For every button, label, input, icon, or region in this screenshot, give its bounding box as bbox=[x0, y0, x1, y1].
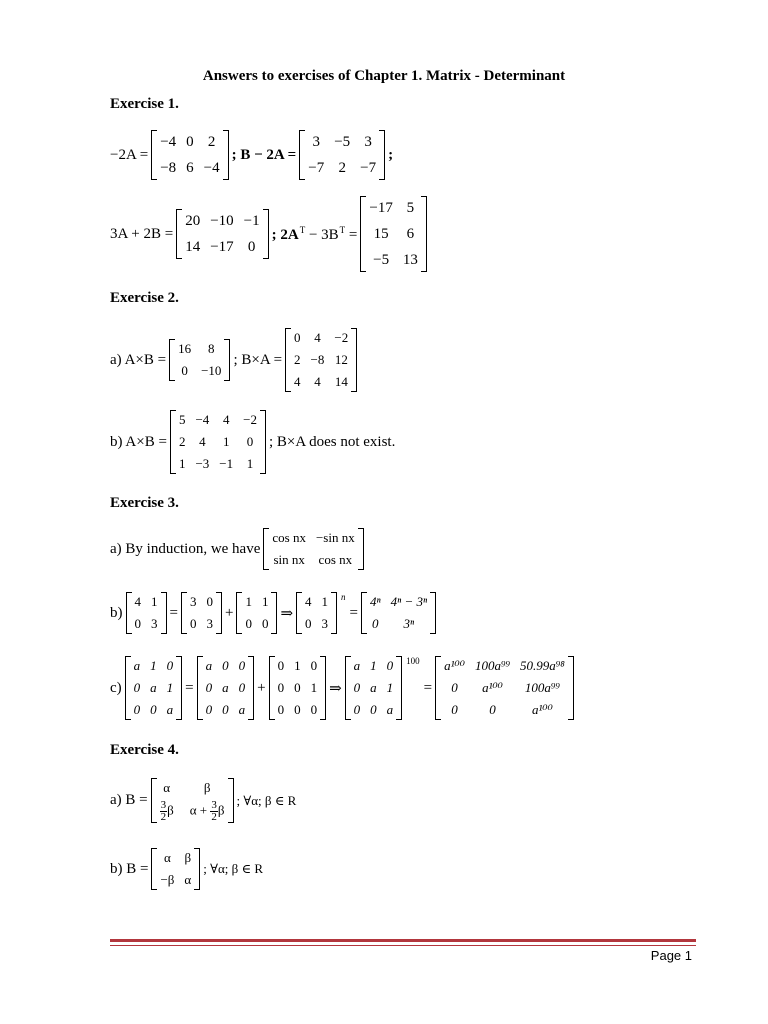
ex3c-power: 100 bbox=[406, 656, 420, 666]
ex3b-eq: = bbox=[169, 604, 178, 621]
ex3a-lhs: a) By induction, we have bbox=[110, 540, 261, 557]
page-title: Answers to exercises of Chapter 1. Matrix - Determinant bbox=[202, 68, 566, 84]
matrix-b-minus-2a: 3 −5 3 −7 2 −7 bbox=[299, 130, 385, 180]
exercise-2-heading: Exercise 2. bbox=[110, 290, 179, 306]
exercise-4-heading: Exercise 4. bbox=[110, 742, 179, 758]
ex3c-plus: + bbox=[257, 679, 266, 696]
matrix-ex3c-4: a 1 0 0 a 1 0 0 a bbox=[345, 656, 403, 720]
ex3b-plus: + bbox=[224, 604, 234, 621]
matrix-ex3a: cos nx −sin nx sin nx cos nx bbox=[263, 528, 363, 570]
ex3c-eq: = bbox=[185, 679, 194, 696]
ex2a-sep: ; B×A = bbox=[233, 351, 283, 368]
matrix-ex4a: α β $\frac{3}{2}$ β α + $\frac{3}{2}$ β bbox=[151, 778, 234, 823]
matrix-ex3b-1: 4 1 0 3 bbox=[126, 592, 167, 634]
exercise-3c bbox=[110, 656, 577, 720]
matrix-minus-2a: −4 0 2 −8 6 −4 bbox=[151, 130, 228, 180]
exercise-2a bbox=[110, 328, 360, 392]
matrix-ex3c-1: a 1 0 0 a 1 0 0 a bbox=[125, 656, 183, 720]
ex4b-lhs: b) B = bbox=[110, 860, 149, 877]
ex2b-tail: ; B×A does not exist. bbox=[268, 433, 396, 450]
ex3b-lhs: b) bbox=[110, 604, 123, 621]
matrix-ex3b-2: 3 0 0 3 bbox=[181, 592, 222, 634]
matrix-2at-minus-3bt: −17 5 15 6 −5 13 bbox=[360, 196, 426, 272]
matrix-ex3b-3: 1 1 0 0 bbox=[236, 592, 277, 634]
ex1-l2-lhs: 3A + 2B = bbox=[110, 225, 174, 242]
matrix-ex3c-result: a¹⁰⁰ 100a⁹⁹ 50.99a⁹⁸ 0 a¹⁰⁰ 100a⁹⁹ 0 0 a¹⁰⁰ bbox=[435, 656, 574, 720]
exercise-2b bbox=[110, 410, 395, 474]
ex1-l2-sep: ; $2A^T - 3B^T$ = bbox=[271, 224, 358, 243]
matrix-ex3b-result: 4ⁿ 4ⁿ − 3ⁿ 0 3ⁿ bbox=[361, 592, 436, 634]
exercise-3a bbox=[110, 528, 367, 570]
exercise-1-line-1 bbox=[110, 130, 393, 180]
footer-rule-thick bbox=[110, 939, 696, 942]
matrix-ex3b-4: 4 1 0 3 bbox=[296, 592, 337, 634]
ex1-l1-sep: ; B − 2A = bbox=[231, 146, 297, 163]
matrix-ex2a-bxa: 0 4 −2 2 −8 12 4 4 14 bbox=[285, 328, 357, 392]
exercise-4b bbox=[110, 848, 263, 890]
page-number: Page 1 bbox=[650, 948, 692, 963]
ex4a-lhs: a) B = bbox=[110, 792, 148, 808]
matrix-3a-plus-2b: 20 −10 −1 14 −17 0 bbox=[176, 209, 268, 259]
ex2b-lhs: b) A×B = bbox=[110, 433, 167, 450]
exercise-1-heading: Exercise 1. bbox=[110, 96, 179, 112]
matrix-ex2a-axb: 16 8 0 −10 bbox=[169, 339, 230, 381]
matrix-ex3c-3: 0 1 0 0 0 1 0 0 0 bbox=[269, 656, 327, 720]
ex3c-implies: ⇒ bbox=[329, 680, 342, 697]
matrix-ex2b-axb: 5 −4 4 −2 2 4 1 0 1 −3 −1 1 bbox=[170, 410, 266, 474]
ex3b-power: n bbox=[341, 592, 346, 602]
ex4b-condition: ; ∀α; β ∈ R bbox=[203, 861, 264, 876]
ex3c-eq2: = bbox=[423, 679, 433, 696]
exercise-1-line-2 bbox=[110, 196, 430, 272]
ex3b-implies: ⇒ bbox=[280, 605, 294, 622]
ex3b-eq2: = bbox=[349, 604, 358, 621]
ex4a-condition: ; ∀α; β ∈ R bbox=[236, 792, 297, 808]
ex2a-lhs: a) A×B = bbox=[110, 351, 167, 368]
ex3c-lhs: c) bbox=[110, 679, 122, 696]
matrix-ex4b: α β −β α bbox=[151, 848, 200, 890]
exercise-3-heading: Exercise 3. bbox=[110, 495, 179, 511]
ex1-l1-end: ; bbox=[388, 146, 394, 163]
ex1-l1-lhs: −2A = bbox=[110, 146, 149, 163]
matrix-ex3c-2: a 0 0 0 a 0 0 0 a bbox=[197, 656, 255, 720]
exercise-3b bbox=[110, 592, 439, 634]
footer-rule-thin bbox=[110, 945, 696, 946]
exercise-4a bbox=[110, 778, 296, 823]
